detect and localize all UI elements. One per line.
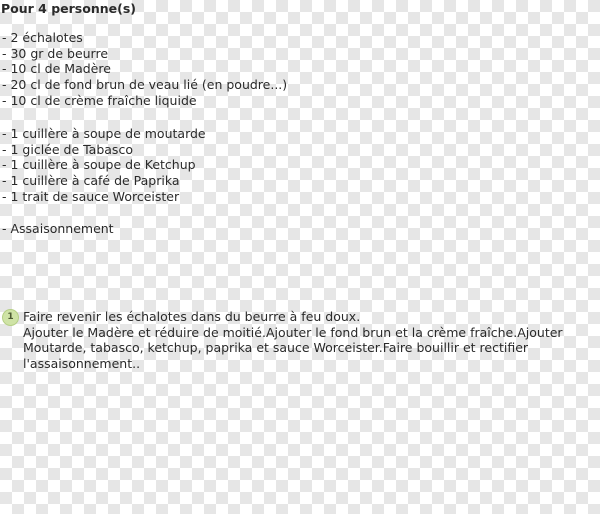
ingredient-item: - 20 cl de fond brun de veau lié (en poudre...) xyxy=(2,77,288,93)
ingredient-item: - 10 cl de Madère xyxy=(2,61,111,77)
ingredient-item: - 2 échalotes xyxy=(2,30,83,45)
step-number-badge: 1 xyxy=(2,309,19,326)
ingredient-item: - Assaisonnement xyxy=(2,221,114,236)
ingredient-list-extra xyxy=(2,221,114,237)
ingredient-item: - 1 cuillère à café de Paprika xyxy=(2,173,180,189)
step-continuation: Ajouter le Madère et réduire de moitié.Ajouter le fond brun et la crème fraîche.Ajouter Moutarde, tabasco, ketchup, paprika et sauce Worceister.Faire bouillir et rectifier l'assaisonnement.. xyxy=(23,324,563,372)
ingredient-item: - 10 cl de crème fraîche liquide xyxy=(2,92,197,108)
ingredient-item: - 1 trait de sauce Worceister xyxy=(2,188,180,204)
ingredient-item: - 1 giclée de Tabasco xyxy=(2,141,133,157)
step-first-line: Faire revenir les échalotes dans du beurre à feu doux. xyxy=(23,309,361,324)
ingredient-item: - 1 cuillère à soupe de Ketchup xyxy=(2,157,196,173)
servings-heading: Pour 4 personne(s) xyxy=(1,1,136,16)
ingredient-item: - 30 gr de beurre xyxy=(2,45,109,61)
ingredient-list-seasoning xyxy=(2,126,206,205)
step-text xyxy=(23,309,598,372)
ingredient-list-main xyxy=(2,30,287,109)
ingredient-item: - 1 cuillère à soupe de moutarde xyxy=(2,126,206,141)
